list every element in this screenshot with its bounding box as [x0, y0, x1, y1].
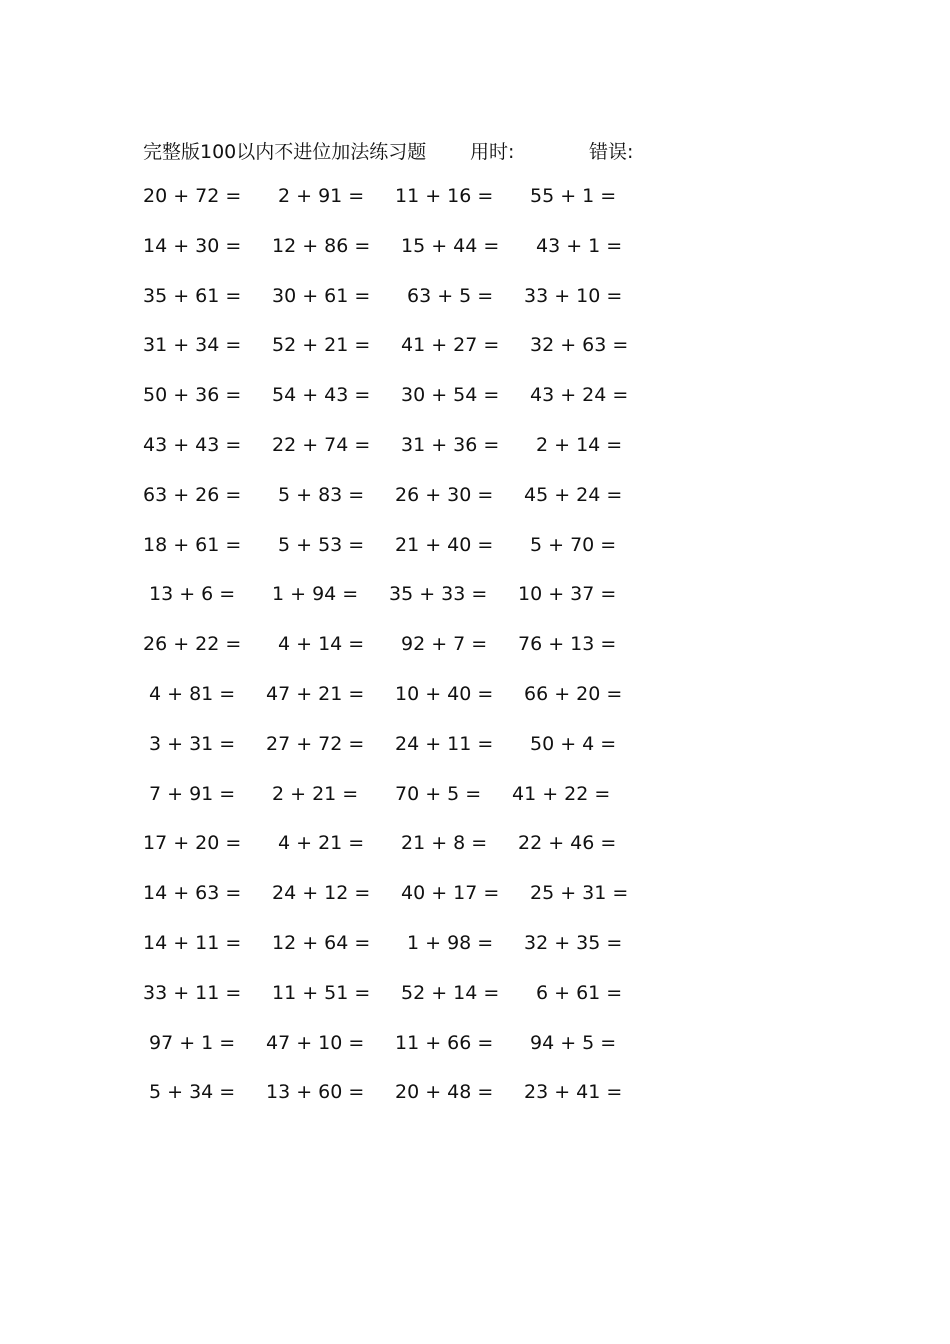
addition-problem: 3 + 31 = [149, 732, 236, 755]
addition-problem: 43 + 43 = [143, 433, 242, 456]
addition-problem: 18 + 61 = [143, 533, 242, 556]
addition-problem: 50 + 4 = [530, 732, 617, 755]
addition-problem: 21 + 40 = [395, 533, 494, 556]
problem-row [0, 882, 950, 932]
addition-problem: 11 + 51 = [272, 981, 371, 1004]
problem-row [0, 683, 950, 733]
addition-problem: 41 + 22 = [512, 782, 611, 805]
addition-problem: 13 + 60 = [266, 1081, 365, 1104]
addition-problem: 63 + 5 = [407, 284, 494, 307]
problem-row [0, 783, 950, 833]
problem-row [0, 384, 950, 434]
addition-problem: 43 + 24 = [530, 384, 629, 407]
addition-problem: 47 + 21 = [266, 682, 365, 705]
addition-problem: 52 + 14 = [401, 981, 500, 1004]
addition-problem: 7 + 91 = [149, 782, 236, 805]
addition-problem: 30 + 61 = [272, 284, 371, 307]
addition-problem: 5 + 53 = [278, 533, 365, 556]
worksheet-header [0, 137, 950, 165]
addition-problem: 27 + 72 = [266, 732, 365, 755]
addition-problem: 5 + 83 = [278, 483, 365, 506]
addition-problem: 66 + 20 = [524, 682, 623, 705]
addition-problem: 40 + 17 = [401, 882, 500, 905]
addition-problem: 20 + 72 = [143, 185, 242, 207]
errors-label: 错误: [589, 141, 634, 163]
addition-problem: 31 + 36 = [401, 433, 500, 456]
problem-row [0, 534, 950, 584]
problem-row [0, 185, 950, 235]
addition-problem: 26 + 22 = [143, 633, 242, 656]
addition-problem: 15 + 44 = [401, 234, 500, 257]
problem-row [0, 484, 950, 534]
addition-problem: 2 + 14 = [536, 433, 623, 456]
addition-problem: 4 + 21 = [278, 832, 365, 855]
problem-grid [0, 185, 950, 1131]
addition-problem: 55 + 1 = [530, 185, 617, 207]
addition-problem: 10 + 40 = [395, 682, 494, 705]
addition-problem: 43 + 1 = [536, 234, 623, 257]
addition-problem: 12 + 64 = [272, 931, 371, 954]
addition-problem: 4 + 14 = [278, 633, 365, 656]
addition-problem: 32 + 35 = [524, 931, 623, 954]
addition-problem: 24 + 12 = [272, 882, 371, 905]
addition-problem: 1 + 98 = [407, 931, 494, 954]
problem-row [0, 1032, 950, 1082]
addition-problem: 33 + 10 = [524, 284, 623, 307]
addition-problem: 6 + 61 = [536, 981, 623, 1004]
addition-problem: 92 + 7 = [401, 633, 488, 656]
addition-problem: 54 + 43 = [272, 384, 371, 407]
addition-problem: 24 + 11 = [395, 732, 494, 755]
addition-problem: 14 + 63 = [143, 882, 242, 905]
addition-problem: 22 + 74 = [272, 433, 371, 456]
addition-problem: 30 + 54 = [401, 384, 500, 407]
worksheet-title: 完整版100以内不进位加法练习题 [143, 141, 427, 163]
problem-row [0, 832, 950, 882]
addition-problem: 22 + 46 = [518, 832, 617, 855]
addition-problem: 21 + 8 = [401, 832, 488, 855]
addition-problem: 23 + 41 = [524, 1081, 623, 1104]
problem-row [0, 633, 950, 683]
addition-problem: 26 + 30 = [395, 483, 494, 506]
addition-problem: 31 + 34 = [143, 334, 242, 357]
problem-row [0, 434, 950, 484]
addition-problem: 11 + 16 = [395, 185, 494, 207]
problem-row [0, 932, 950, 982]
problem-row [0, 982, 950, 1032]
addition-problem: 20 + 48 = [395, 1081, 494, 1104]
addition-problem: 25 + 31 = [530, 882, 629, 905]
addition-problem: 2 + 91 = [278, 185, 365, 207]
problem-row [0, 235, 950, 285]
addition-problem: 12 + 86 = [272, 234, 371, 257]
problem-row [0, 1081, 950, 1131]
addition-problem: 70 + 5 = [395, 782, 482, 805]
addition-problem: 11 + 66 = [395, 1031, 494, 1054]
addition-problem: 35 + 33 = [389, 583, 488, 606]
addition-problem: 52 + 21 = [272, 334, 371, 357]
time-label: 用时: [470, 141, 515, 163]
addition-problem: 5 + 34 = [149, 1081, 236, 1104]
addition-problem: 2 + 21 = [272, 782, 359, 805]
addition-problem: 76 + 13 = [518, 633, 617, 656]
addition-problem: 33 + 11 = [143, 981, 242, 1004]
addition-problem: 10 + 37 = [518, 583, 617, 606]
addition-problem: 45 + 24 = [524, 483, 623, 506]
addition-problem: 14 + 11 = [143, 931, 242, 954]
problem-row [0, 334, 950, 384]
addition-problem: 41 + 27 = [401, 334, 500, 357]
addition-problem: 14 + 30 = [143, 234, 242, 257]
addition-problem: 5 + 70 = [530, 533, 617, 556]
addition-problem: 97 + 1 = [149, 1031, 236, 1054]
addition-problem: 17 + 20 = [143, 832, 242, 855]
problem-row [0, 285, 950, 335]
problem-row [0, 583, 950, 633]
problem-row [0, 733, 950, 783]
addition-problem: 35 + 61 = [143, 284, 242, 307]
addition-problem: 63 + 26 = [143, 483, 242, 506]
addition-problem: 32 + 63 = [530, 334, 629, 357]
addition-problem: 1 + 94 = [272, 583, 359, 606]
addition-problem: 4 + 81 = [149, 682, 236, 705]
addition-problem: 47 + 10 = [266, 1031, 365, 1054]
addition-problem: 50 + 36 = [143, 384, 242, 407]
addition-problem: 13 + 6 = [149, 583, 236, 606]
addition-problem: 94 + 5 = [530, 1031, 617, 1054]
